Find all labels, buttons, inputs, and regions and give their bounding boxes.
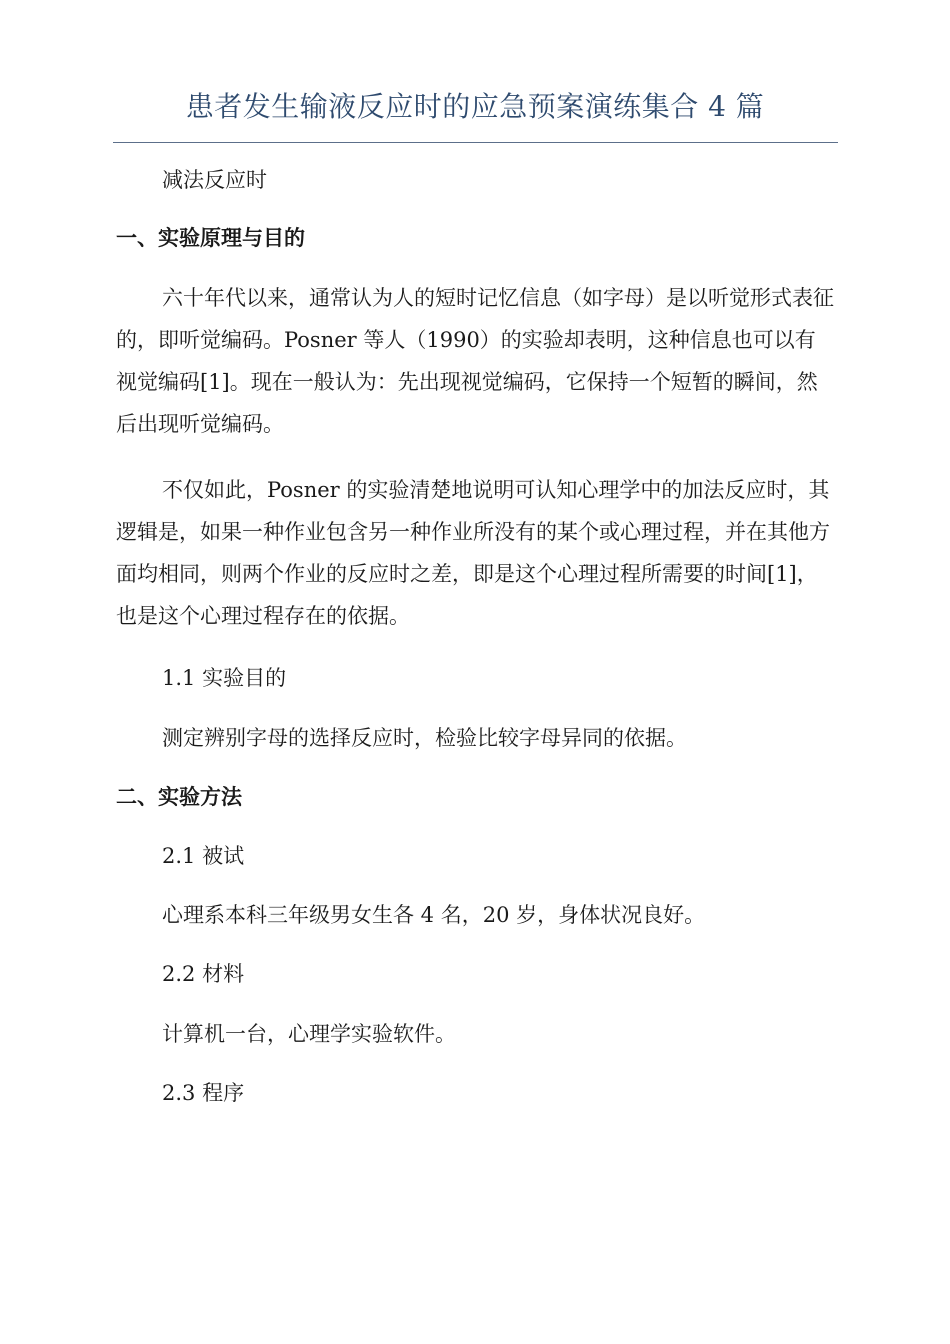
- section-heading-2: 二、实验方法: [116, 784, 242, 809]
- paragraph-subtitle: 减法反应时: [162, 168, 267, 192]
- paragraph-purpose: 测定辨别字母的选择反应时，检验比较字母异同的依据。: [162, 726, 687, 750]
- section-heading-1: 一、实验原理与目的: [116, 225, 305, 250]
- paragraph-subjects: 心理系本科三年级男女生各 4 名，20 岁，身体状况良好。: [162, 903, 706, 927]
- paragraph-posner: 不仅如此，Posner 的实验清楚地说明可认知心理学中的加法反应时，其逻辑是，如果一种作业包含另一种作业所没有的某个或心理过程，并在其他方面均相同，则两个作业的反应时之差，即是这个心理过程所需要的时间[1]，也是这个心理过程存在的依据。: [116, 478, 830, 628]
- document-title: 患者发生输液反应时的应急预案演练集合 4 篇: [185, 90, 765, 123]
- subsection-heading-2-3: 2.3 程序: [162, 1081, 245, 1105]
- title-divider: [113, 142, 838, 143]
- subsection-heading-1-1: 1.1 实验目的: [162, 666, 287, 690]
- subsection-heading-2-2: 2.2 材料: [162, 962, 245, 986]
- paragraph-principle: 六十年代以来，通常认为人的短时记忆信息（如字母）是以听觉形式表征的，即听觉编码。Posner 等人（1990）的实验却表明，这种信息也可以有视觉编码[1]。现在一般认为：先出现视觉编码，它保持一个短暂的瞬间，然后出现听觉编码。: [116, 286, 834, 436]
- subsection-heading-2-1: 2.1 被试: [162, 844, 245, 868]
- paragraph-materials: 计算机一台，心理学实验软件。: [162, 1022, 456, 1046]
